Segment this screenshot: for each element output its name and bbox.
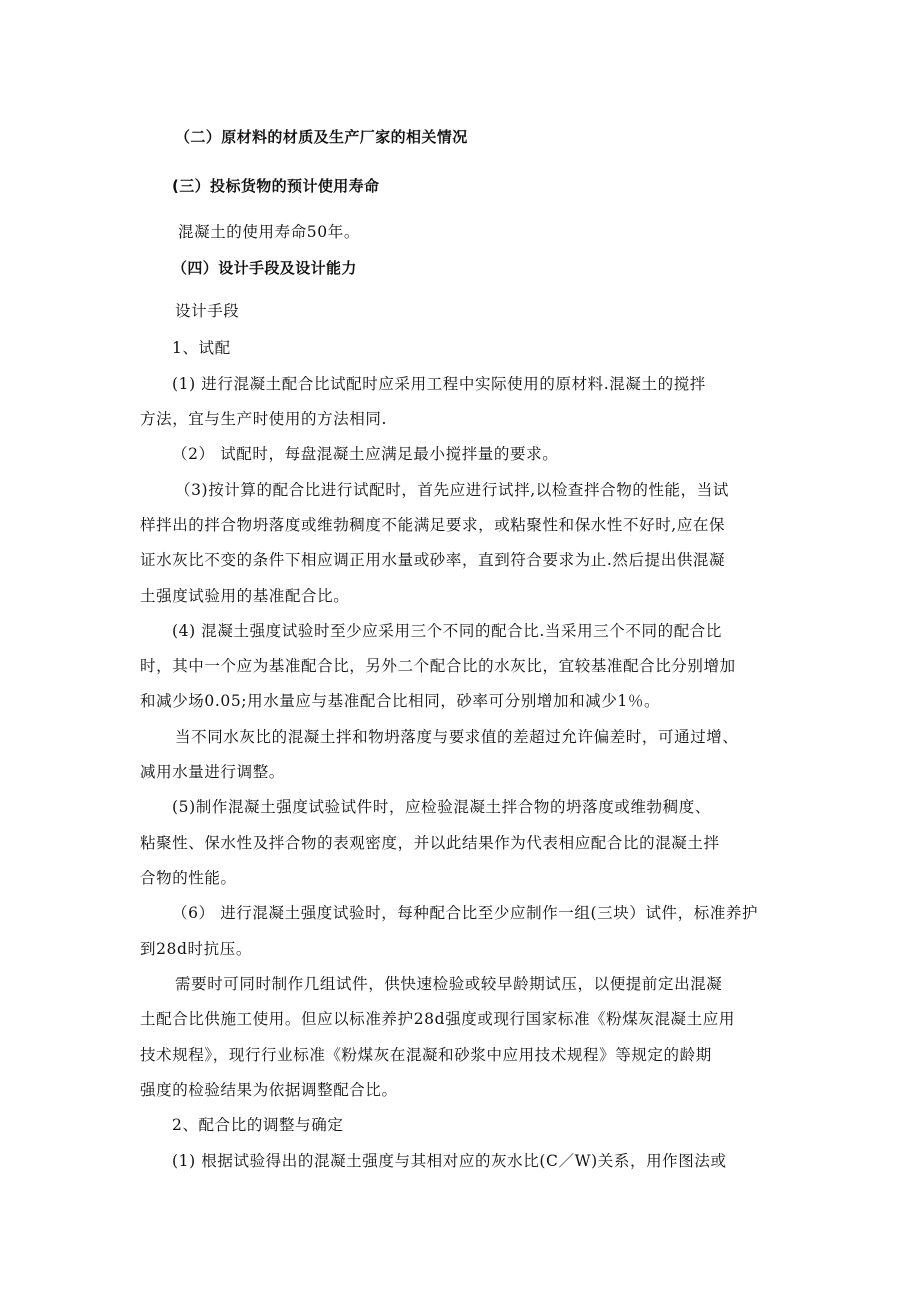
heading-service-life: (三）投标货物的预计使用寿命 [172,177,380,195]
heading-raw-materials: （二）原材料的材质及生产厂家的相关情况 [175,128,468,146]
paragraph-line: （6） 进行混凝土强度试验时，每种配合比至少应制作一组(三块）试件，标准养护 [172,904,759,922]
item-trial-mix-title: 1、试配 [172,339,231,357]
paragraph-line: (5)制作混凝土强度试验试件时，应检验混凝土拌合物的坍落度或维勃稠度、 [172,798,711,816]
paragraph-line: 需要时可同时制作几组试件，供快速检验或较早龄期试压，以便提前定出混凝 [175,975,723,993]
paragraph-line: 合物的性能。 [140,869,237,887]
paragraph-line: 减用水量进行调整。 [140,763,285,781]
paragraph-line: (4) 混凝土强度试验时至少应采用三个不同的配合比.当采用三个不同的配合比 [172,622,723,640]
paragraph-line: 土强度试验用的基准配合比。 [140,587,350,605]
paragraph-line: 土配合比供施工使用。但应以标准养护28d强度或现行国家标准《粉煤灰混凝土应用 [140,1010,735,1028]
paragraph-line: 时，其中一个应为基准配合比，另外二个配合比的水灰比，宜较基准配合比分别增加 [140,657,736,675]
paragraph-line: 强度的检验结果为依据调整配合比。 [140,1081,398,1099]
paragraph-line: （3)按计算的配合比进行试配时，首先应进行试拌,以检查拌合物的性能，当试 [175,481,729,499]
heading-design-means: （四）设计手段及设计能力 [172,259,357,277]
paragraph-line: 当不同水灰比的混凝土拌和物坍落度与要求值的差超过允许偏差时，可通过增、 [175,728,739,746]
paragraph-line: 和减少场0.05;用水量应与基准配合比相同，砂率可分别增加和减少1％。 [140,692,661,710]
paragraph-line: 方法，宜与生产时使用的方法相同. [140,410,388,428]
paragraph-line: 样拌出的拌合物坍落度或维勃稠度不能满足要求，或粘聚性和保水性不好时,应在保 [140,516,726,534]
paragraph-line: 粘聚性、保水性及拌合物的表观密度，并以此结果作为代表相应配合比的混凝土拌 [140,834,720,852]
paragraph-line: 到28d时抗压。 [140,940,252,958]
paragraph-line: （2） 试配时，每盘混凝土应满足最小搅拌量的要求。 [172,445,559,463]
paragraph-line: (1) 根据试验得出的混凝土强度与其相对应的灰水比(C／W)关系，用作图法或 [172,1152,727,1170]
item-adjustment-title: 2、配合比的调整与确定 [172,1116,344,1134]
lifespan-text: 混凝土的使用寿命50年。 [178,223,360,241]
paragraph-line: (1) 进行混凝土配合比试配时应采用工程中实际使用的原材料.混凝土的搅拌 [172,375,706,393]
paragraph-line: 证水灰比不变的条件下相应调正用水量或砂率，直到符合要求为止.然后提出供混凝 [140,551,726,569]
paragraph-line: 技术规程》，现行行业标准《粉煤灰在混凝和砂浆中应用技术规程》等规定的龄期 [140,1046,712,1064]
design-means-label: 设计手段 [175,302,240,320]
